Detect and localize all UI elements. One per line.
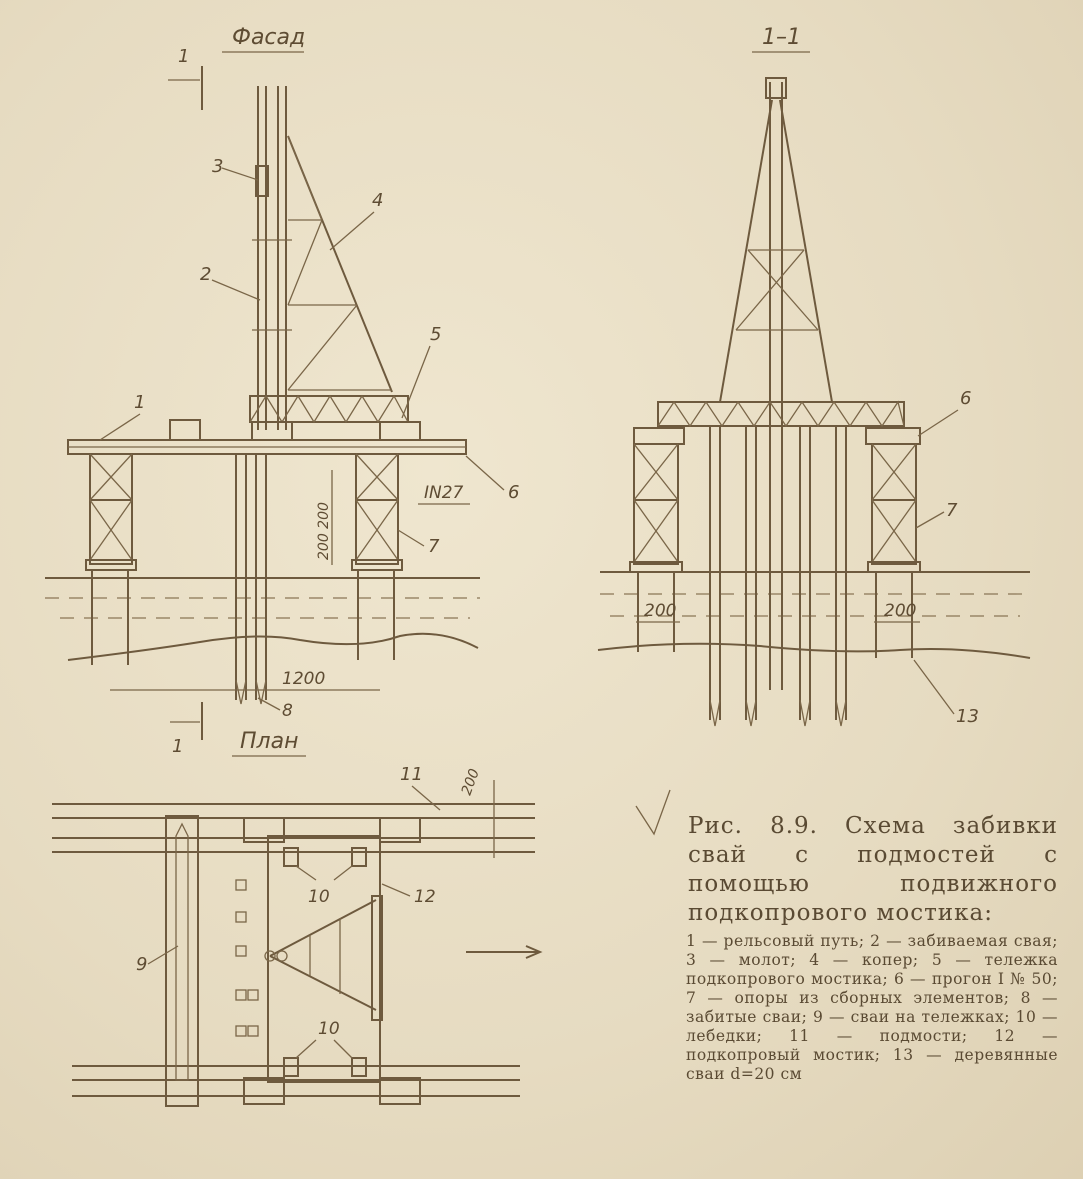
callout-10-bottom: 10 [318, 1019, 340, 1039]
figure-caption-title: Рис. 8.9. Схема забивки свай с подмостей с помощью подвижного подкопрового мостика: [688, 813, 1058, 926]
piles-on-carriages [166, 816, 198, 1106]
callout-9: 9 [136, 954, 148, 975]
beam-label: IN27 [424, 483, 464, 503]
callout-7-section: 7 [946, 500, 958, 521]
support-tower-left [86, 454, 136, 665]
figure-caption-legend: 1 — рельсовый путь; 2 — забиваемая свая; 3 — молот; 4 — копер; 5 — тележка подкопрового мостика; 6 — прогон I № 50; 7 — опоры из сборных элементов; 8 — забитые сваи; 9 — сваи на тележках; 10 — лебедки; 11 — подмости; 12 — подкопровый мостик; 13 — деревянные сваи d=20 см [686, 932, 1058, 1083]
callout-11: 11 [400, 764, 423, 785]
plan-title: План [240, 729, 299, 754]
callout-12: 12 [414, 887, 436, 907]
dimension-200-left: 200 [644, 601, 677, 621]
callout-5: 5 [430, 324, 442, 345]
callout-1: 1 [134, 392, 146, 413]
callout-10-top: 10 [308, 887, 330, 907]
callout-2: 2 [200, 264, 212, 285]
winch-top-right [352, 848, 366, 866]
pile-driver-bridge [268, 836, 380, 1082]
callout-6: 6 [508, 482, 520, 503]
callout-7: 7 [428, 536, 440, 557]
callout-13: 13 [956, 706, 979, 727]
section-mark-top: 1 [178, 46, 190, 67]
pen-mark [636, 790, 670, 834]
plan-view [52, 729, 540, 1106]
facade-view [45, 25, 519, 757]
callout-3: 3 [212, 156, 224, 177]
ground-line [68, 634, 478, 660]
facade-title: Фасад [232, 25, 306, 50]
callout-6-section: 6 [960, 388, 972, 409]
dimension-200-plan: 200 [458, 766, 483, 798]
callout-8: 8 [282, 701, 293, 721]
carriage-truss [170, 396, 420, 440]
pile-driver-mast [252, 86, 392, 430]
section-title: 1–1 [762, 25, 801, 50]
support-tower-right [352, 454, 402, 660]
section-view [598, 25, 1030, 727]
section-mark-bottom: 1 [172, 736, 184, 757]
winch-top-left [284, 848, 298, 866]
callout-4: 4 [372, 190, 384, 211]
dimension-200-200: 200 200 [316, 502, 332, 560]
dimension-1200: 1200 [282, 669, 326, 689]
dimension-200-right: 200 [884, 601, 917, 621]
